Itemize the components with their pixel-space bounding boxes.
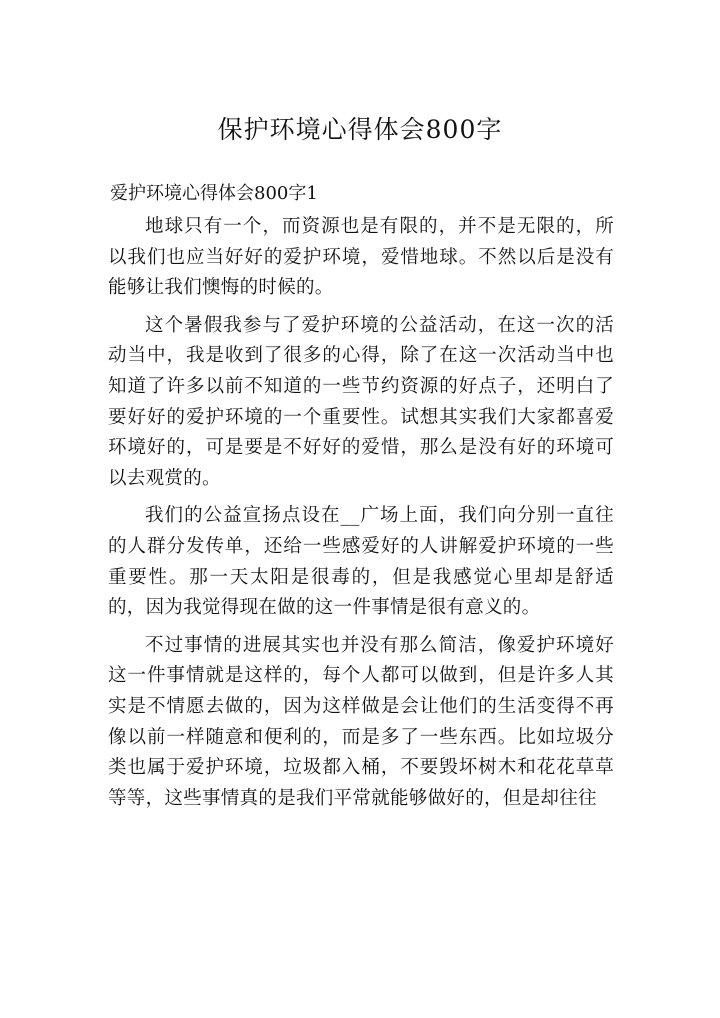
paragraph-2: 这个暑假我参与了爱护环境的公益活动，在这一次的活动当中，我是收到了很多的心得，除了在这一次活动当中也知道了许多以前不知道的一些节约资源的好点子，还明白了要好好的爱护环境的一个重要性。试想其实我们大家都喜爱环境好的，可是要是不好好的爱惜，那么是没有好的环境可以去观赏的。 [108,314,614,489]
paragraph-3: 我们的公益宣扬点设在__广场上面，我们向分别一直往的人群分发传单，还给一些感爱好的人讲解爱护环境的一些重要性。那一天太阳是很毒的，但是我感觉心里却是舒适的，因为我觉得现在做的这一件事情是很有意义的。 [108,505,614,619]
paragraph-4: 不过事情的进展其实也并没有那么简洁，像爱护环境好这一件事情就是这样的，每个人都可以做到，但是许多人其实是不情愿去做的，因为这样做是会让他们的生活变得不再像以前一样随意和便利的，而是多了一些东西。比如垃圾分类也属于爱护环境，垃圾都入桶，不要毁坏树木和花花草草等等，这些事情真的是我们平常就能够做好的，但是却往往 [108,634,614,809]
section-heading: 爱护环境心得体会800字1 [110,183,318,204]
document-body [108,212,614,821]
document-title: 保护环境心得体会800字 [217,115,503,144]
paragraph-1: 地球只有一个，而资源也是有限的，并不是无限的，所以我们也应当好好的爱护环境，爱惜地球。不然以后是没有能够让我们懊悔的时候的。 [108,216,614,299]
